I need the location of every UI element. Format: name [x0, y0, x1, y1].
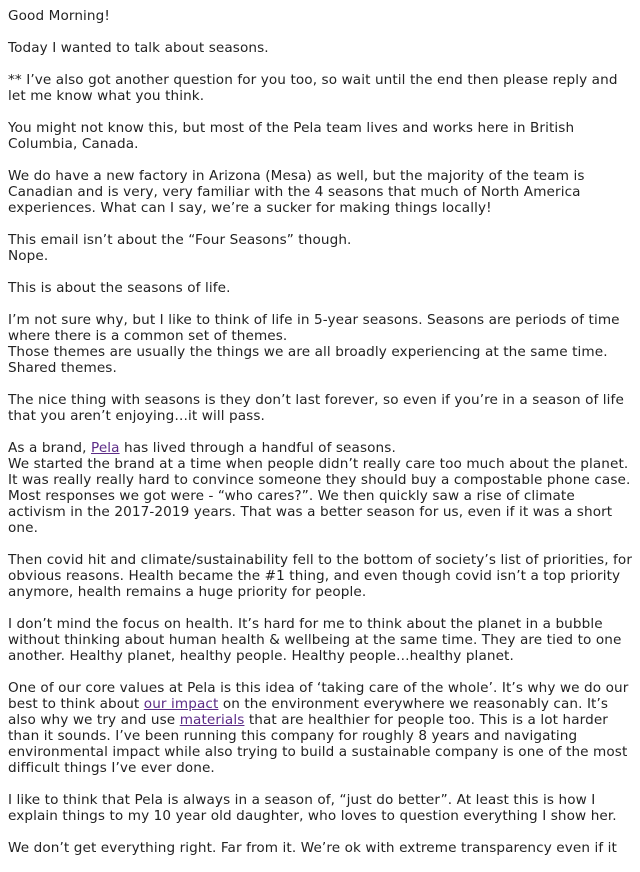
greeting: Good Morning!: [8, 8, 110, 24]
core-values-text-a: One of our core values at Pela is this idea of ‘taking care of the whole’. It’s why we do our best to think about: [8, 680, 629, 712]
brand-line: [8, 440, 636, 456]
email-body: [8, 8, 636, 872]
paragraph-intro: Today I wanted to talk about seasons.: [8, 40, 269, 56]
pela-link[interactable]: Pela: [91, 440, 120, 456]
paragraph-seasons-of-life: This is about the seasons of life.: [8, 280, 231, 296]
core-values-text-b: on the environment everywhere we reasonably can. It’s also why we try and use: [8, 696, 609, 728]
paragraph-four-seasons: [8, 232, 636, 264]
four-seasons-line: This email isn’t about the “Four Seasons” though.: [8, 232, 352, 248]
paragraph-five-year-seasons: [8, 312, 636, 376]
paragraph-brand-history: [8, 440, 636, 536]
brand-text-before: As a brand,: [8, 440, 91, 456]
our-impact-link[interactable]: our impact: [143, 696, 219, 712]
paragraph-transparency: We don’t get everything right. Far from it. We’re ok with extreme transparency even if it: [8, 840, 617, 856]
shared-themes-line: Shared themes.: [8, 360, 117, 376]
brand-text-after: has lived through a handful of seasons.: [119, 440, 396, 456]
paragraph-core-values: [8, 680, 636, 776]
nope-line: Nope.: [8, 248, 49, 264]
brand-history-text: We started the brand at a time when people didn’t really care too much about the planet. It was really really hard to convince someone they should buy a compostable phone case. Most responses we got were - “who cares?”. We then quickly saw a rise of climate activism in the 2017-2019 years. That was a better season for us, even if it was a short one.: [8, 456, 631, 536]
themes-line: Those themes are usually the things we are all broadly experiencing at the same time.: [8, 344, 608, 360]
paragraph-covid: Then covid hit and climate/sustainability fell to the bottom of society’s list of priorities, for obvious reasons. Health became the #1 thing, and even though covid isn’t a top priority anymore, health remains a huge priority for people.: [8, 552, 633, 600]
paragraph-factory: We do have a new factory in Arizona (Mesa) as well, but the majority of the team is Canadian and is very, very familiar with the 4 seasons that much of North America experiences. What can I say, we’re a sucker for making things locally!: [8, 168, 585, 216]
paragraph-location: You might not know this, but most of the Pela team lives and works here in British Columbia, Canada.: [8, 120, 575, 152]
paragraph-question-note: ** I’ve also got another question for you too, so wait until the end then please reply and let me know what you think.: [8, 72, 618, 104]
five-year-line: I’m not sure why, but I like to think of life in 5-year seasons. Seasons are periods of time where there is a common set of themes.: [8, 312, 620, 344]
paragraph-health: I don’t mind the focus on health. It’s hard for me to think about the planet in a bubble without thinking about human health & wellbeing at the same time. They are tied to one another. Healthy planet, healthy people. Healthy people…healthy planet.: [8, 616, 622, 664]
core-values-text-c: that are healthier for people too. This is a lot harder than it sounds. I’ve been running this company for roughly 8 years and navigating environmental impact while also trying to build a sustainable company is one of the most difficult things I’ve ever done.: [8, 712, 628, 776]
paragraph-do-better: I like to think that Pela is always in a season of, “just do better”. At least this is how I explain things to my 10 year old daughter, who loves to question everything I show her.: [8, 792, 617, 824]
paragraph-will-pass: The nice thing with seasons is they don’t last forever, so even if you’re in a season of life that you aren’t enjoying…it will pass.: [8, 392, 624, 424]
materials-link[interactable]: materials: [179, 712, 245, 728]
